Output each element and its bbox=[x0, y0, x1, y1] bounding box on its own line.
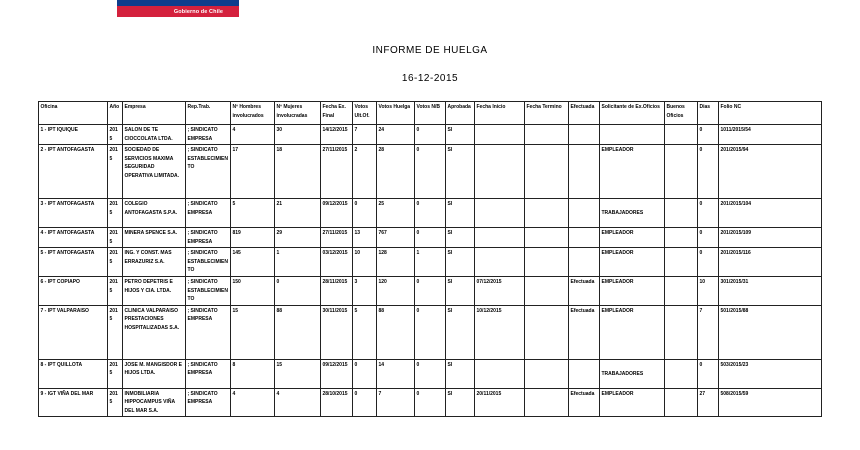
cell-votos-huelga: 88 bbox=[377, 305, 415, 359]
cell-buenos bbox=[665, 145, 698, 199]
col-header: Aprobada bbox=[446, 102, 475, 125]
cell-empresa: INMOBILIARIA HIPPOCAMPUS VIÑA DEL MAR S.A. bbox=[123, 388, 186, 417]
cell-buenos bbox=[665, 125, 698, 145]
cell-votos-ult: 2 bbox=[353, 145, 377, 199]
cell-votos-ult: 13 bbox=[353, 228, 377, 248]
table-row bbox=[39, 359, 822, 388]
cell-oficina: 5 - IPT ANTOFAGASTA bbox=[39, 248, 108, 277]
cell-fecha-termino bbox=[525, 277, 569, 306]
cell-mujeres: 0 bbox=[275, 277, 321, 306]
cell-oficina: 1 - IPT IQUIQUE bbox=[39, 125, 108, 145]
col-header: Fecha Inicio bbox=[475, 102, 525, 125]
cell-fecha-termino bbox=[525, 199, 569, 228]
cell-solicitante: EMPLEADOR bbox=[600, 248, 665, 277]
cell-votos-ult: 10 bbox=[353, 248, 377, 277]
cell-empresa: ING. Y CONST. MAS ERRAZURIZ S.A. bbox=[123, 248, 186, 277]
cell-fecha-ex: 27/11/2015 bbox=[321, 228, 353, 248]
cell-empresa: PETRO DEPETRIS E HIJOS Y CIA. LTDA. bbox=[123, 277, 186, 306]
cell-fecha-termino bbox=[525, 145, 569, 199]
cell-anio: 2015 bbox=[108, 388, 123, 417]
cell-oficina: 9 - IGT VIÑA DEL MAR bbox=[39, 388, 108, 417]
cell-mujeres: 30 bbox=[275, 125, 321, 145]
cell-efectuada bbox=[569, 359, 600, 388]
cell-hombres: 5 bbox=[231, 199, 275, 228]
cell-aprobada: SI bbox=[446, 125, 475, 145]
col-header: Empresa bbox=[123, 102, 186, 125]
cell-fecha-inicio bbox=[475, 145, 525, 199]
cell-fecha-ex: 28/10/2015 bbox=[321, 388, 353, 417]
cell-votos-ult: 0 bbox=[353, 388, 377, 417]
cell-oficina: 3 - IPT ANTOFAGASTA bbox=[39, 199, 108, 228]
col-header: Votos Huelga bbox=[377, 102, 415, 125]
cell-aprobada: SI bbox=[446, 359, 475, 388]
cell-fecha-inicio bbox=[475, 199, 525, 228]
table-row bbox=[39, 248, 822, 277]
col-header: Rep.Trab. bbox=[186, 102, 231, 125]
cell-dias: 0 bbox=[698, 228, 719, 248]
cell-rep: ; SINDICATO EMPRESA bbox=[186, 305, 231, 359]
cell-anio: 2015 bbox=[108, 199, 123, 228]
table-row bbox=[39, 305, 822, 359]
cell-folio: 201/2015/94 bbox=[719, 145, 822, 199]
logo-text: Gobierno de Chile bbox=[173, 8, 223, 15]
cell-rep: ; SINDICATO EMPRESA bbox=[186, 228, 231, 248]
cell-votos-huelga: 7 bbox=[377, 388, 415, 417]
cell-votos-ult: 0 bbox=[353, 199, 377, 228]
cell-hombres: 8 bbox=[231, 359, 275, 388]
cell-rep: ; SINDICATO ESTABLECIMIENTO bbox=[186, 277, 231, 306]
cell-rep: ; SINDICATO EMPRESA bbox=[186, 359, 231, 388]
cell-aprobada: SI bbox=[446, 145, 475, 199]
cell-fecha-inicio bbox=[475, 125, 525, 145]
cell-dias: 27 bbox=[698, 388, 719, 417]
cell-solicitante bbox=[600, 125, 665, 145]
cell-hombres: 4 bbox=[231, 388, 275, 417]
cell-fecha-ex: 27/11/2015 bbox=[321, 145, 353, 199]
col-header: Folio NC bbox=[719, 102, 822, 125]
cell-votos-huelga: 24 bbox=[377, 125, 415, 145]
cell-rep: ; SINDICATO EMPRESA bbox=[186, 199, 231, 228]
cell-fecha-termino bbox=[525, 305, 569, 359]
cell-dias: 0 bbox=[698, 359, 719, 388]
cell-votos-huelga: 25 bbox=[377, 199, 415, 228]
table-header-row bbox=[39, 102, 822, 125]
cell-aprobada: SI bbox=[446, 248, 475, 277]
cell-empresa: CLINICA VALPARAISO PRESTACIONES HOSPITALIZADAS S.A. bbox=[123, 305, 186, 359]
cell-folio: 1011/2015/54 bbox=[719, 125, 822, 145]
cell-hombres: 145 bbox=[231, 248, 275, 277]
cell-votos-nb: 0 bbox=[415, 228, 446, 248]
cell-fecha-inicio: 10/12/2015 bbox=[475, 305, 525, 359]
col-header: Buenos Oficios bbox=[665, 102, 698, 125]
cell-fecha-inicio bbox=[475, 248, 525, 277]
cell-buenos bbox=[665, 305, 698, 359]
table-row bbox=[39, 388, 822, 417]
cell-folio: 201/2015/104 bbox=[719, 199, 822, 228]
cell-mujeres: 29 bbox=[275, 228, 321, 248]
cell-votos-huelga: 128 bbox=[377, 248, 415, 277]
cell-hombres: 819 bbox=[231, 228, 275, 248]
cell-buenos bbox=[665, 388, 698, 417]
cell-fecha-termino bbox=[525, 388, 569, 417]
col-header: Votos N/B bbox=[415, 102, 446, 125]
col-header: Oficina bbox=[39, 102, 108, 125]
cell-rep: ; SINDICATO EMPRESA bbox=[186, 388, 231, 417]
cell-solicitante bbox=[600, 359, 665, 388]
cell-buenos bbox=[665, 277, 698, 306]
cell-oficina: 7 - IPT VALPARAISO bbox=[39, 305, 108, 359]
cell-fecha-inicio: 07/12/2015 bbox=[475, 277, 525, 306]
table-row bbox=[39, 145, 822, 199]
col-header: Efectuada bbox=[569, 102, 600, 125]
cell-efectuada bbox=[569, 125, 600, 145]
cell-empresa: SOCIEDAD DE SERVICIOS MAXIMA SEGURIDAD OPERATIVA LIMITADA. bbox=[123, 145, 186, 199]
cell-anio: 2015 bbox=[108, 359, 123, 388]
cell-anio: 2015 bbox=[108, 228, 123, 248]
cell-votos-huelga: 120 bbox=[377, 277, 415, 306]
table-row bbox=[39, 277, 822, 306]
cell-solicitante: EMPLEADOR bbox=[600, 388, 665, 417]
cell-solicitante bbox=[600, 199, 665, 228]
strike-report-table bbox=[38, 101, 822, 417]
cell-oficina: 8 - IPT QUILLOTA bbox=[39, 359, 108, 388]
cell-empresa: MINERA SPENCE S.A. bbox=[123, 228, 186, 248]
cell-buenos bbox=[665, 228, 698, 248]
cell-votos-ult: 7 bbox=[353, 125, 377, 145]
cell-solicitante: EMPLEADOR bbox=[600, 277, 665, 306]
cell-votos-nb: 0 bbox=[415, 388, 446, 417]
cell-dias: 0 bbox=[698, 145, 719, 199]
solicitante-text: TRABAJADORES bbox=[601, 210, 644, 216]
cell-fecha-ex: 03/12/2015 bbox=[321, 248, 353, 277]
cell-hombres: 17 bbox=[231, 145, 275, 199]
cell-aprobada: SI bbox=[446, 305, 475, 359]
cell-efectuada bbox=[569, 228, 600, 248]
cell-folio: 508/2015/59 bbox=[719, 388, 822, 417]
col-header: Solicitante de Ex.Oficios bbox=[600, 102, 665, 125]
cell-votos-nb: 0 bbox=[415, 359, 446, 388]
cell-fecha-termino bbox=[525, 248, 569, 277]
cell-aprobada: SI bbox=[446, 277, 475, 306]
cell-solicitante: EMPLEADOR bbox=[600, 145, 665, 199]
cell-efectuada bbox=[569, 248, 600, 277]
cell-hombres: 15 bbox=[231, 305, 275, 359]
cell-dias: 0 bbox=[698, 199, 719, 228]
cell-fecha-inicio bbox=[475, 359, 525, 388]
cell-folio: 503/2015/23 bbox=[719, 359, 822, 388]
cell-solicitante: EMPLEADOR bbox=[600, 228, 665, 248]
report-title: INFORME DE HUELGA bbox=[372, 45, 488, 56]
col-header: Fecha Termino bbox=[525, 102, 569, 125]
cell-fecha-ex: 09/12/2015 bbox=[321, 359, 353, 388]
cell-fecha-termino bbox=[525, 125, 569, 145]
cell-fecha-termino bbox=[525, 359, 569, 388]
cell-hombres: 4 bbox=[231, 125, 275, 145]
cell-dias: 10 bbox=[698, 277, 719, 306]
cell-rep: ; SINDICATO ESTABLECIMIENTO bbox=[186, 145, 231, 199]
cell-votos-nb: 0 bbox=[415, 305, 446, 359]
cell-efectuada bbox=[569, 145, 600, 199]
cell-folio: 201/2015/116 bbox=[719, 248, 822, 277]
logo-red-band bbox=[117, 6, 239, 17]
cell-rep: ; SINDICATO EMPRESA bbox=[186, 125, 231, 145]
cell-votos-huelga: 767 bbox=[377, 228, 415, 248]
cell-votos-ult: 5 bbox=[353, 305, 377, 359]
cell-mujeres: 15 bbox=[275, 359, 321, 388]
col-header: Nº Mujeres involucradas bbox=[275, 102, 321, 125]
cell-anio: 2015 bbox=[108, 125, 123, 145]
cell-efectuada: Efectuada bbox=[569, 305, 600, 359]
cell-aprobada: SI bbox=[446, 199, 475, 228]
cell-dias: 0 bbox=[698, 125, 719, 145]
cell-mujeres: 21 bbox=[275, 199, 321, 228]
cell-efectuada bbox=[569, 199, 600, 228]
gobierno-logo bbox=[117, 0, 239, 17]
cell-anio: 2015 bbox=[108, 305, 123, 359]
cell-empresa: COLEGIO ANTOFAGASTA S.P.A. bbox=[123, 199, 186, 228]
cell-folio: 301/2015/31 bbox=[719, 277, 822, 306]
col-header: Dias bbox=[698, 102, 719, 125]
cell-oficina: 4 - IPT ANTOFAGASTA bbox=[39, 228, 108, 248]
cell-fecha-ex: 14/12/2015 bbox=[321, 125, 353, 145]
table-row bbox=[39, 125, 822, 145]
cell-fecha-ex: 30/11/2015 bbox=[321, 305, 353, 359]
cell-buenos bbox=[665, 199, 698, 228]
cell-empresa: SALON DE TE CIOCCOLATA LTDA. bbox=[123, 125, 186, 145]
cell-votos-nb: 0 bbox=[415, 199, 446, 228]
table-row bbox=[39, 199, 822, 228]
cell-votos-huelga: 28 bbox=[377, 145, 415, 199]
cell-aprobada: SI bbox=[446, 388, 475, 417]
cell-votos-nb: 0 bbox=[415, 277, 446, 306]
cell-rep: ; SINDICATO ESTABLECIMIENTO bbox=[186, 248, 231, 277]
cell-mujeres: 4 bbox=[275, 388, 321, 417]
cell-buenos bbox=[665, 359, 698, 388]
cell-anio: 2015 bbox=[108, 248, 123, 277]
cell-empresa: JOSE M. MANGISDOR E HIJOS LTDA. bbox=[123, 359, 186, 388]
table-row bbox=[39, 228, 822, 248]
cell-fecha-ex: 28/11/2015 bbox=[321, 277, 353, 306]
cell-anio: 2015 bbox=[108, 277, 123, 306]
solicitante-text: TRABAJADORES bbox=[601, 370, 644, 377]
cell-mujeres: 1 bbox=[275, 248, 321, 277]
cell-oficina: 6 - IPT COPIAPO bbox=[39, 277, 108, 306]
cell-votos-ult: 0 bbox=[353, 359, 377, 388]
col-header: Fecha Ex. Final bbox=[321, 102, 353, 125]
cell-fecha-inicio bbox=[475, 228, 525, 248]
col-header: Votos Ult.Of. bbox=[353, 102, 377, 125]
cell-oficina: 2 - IPT ANTOFAGASTA bbox=[39, 145, 108, 199]
cell-fecha-inicio: 20/11/2015 bbox=[475, 388, 525, 417]
cell-dias: 0 bbox=[698, 248, 719, 277]
cell-dias: 7 bbox=[698, 305, 719, 359]
col-header: Nº Hombres involucrados bbox=[231, 102, 275, 125]
cell-anio: 2015 bbox=[108, 145, 123, 199]
cell-efectuada: Efectuada bbox=[569, 388, 600, 417]
cell-buenos bbox=[665, 248, 698, 277]
report-date: 16-12-2015 bbox=[401, 73, 459, 84]
cell-fecha-ex: 09/12/2015 bbox=[321, 199, 353, 228]
cell-aprobada: SI bbox=[446, 228, 475, 248]
cell-folio: 501/2015/88 bbox=[719, 305, 822, 359]
cell-votos-huelga: 14 bbox=[377, 359, 415, 388]
cell-votos-nb: 0 bbox=[415, 125, 446, 145]
cell-mujeres: 18 bbox=[275, 145, 321, 199]
cell-votos-nb: 1 bbox=[415, 248, 446, 277]
cell-fecha-termino bbox=[525, 228, 569, 248]
cell-folio: 201/2015/109 bbox=[719, 228, 822, 248]
cell-votos-ult: 3 bbox=[353, 277, 377, 306]
cell-solicitante: EMPLEADOR bbox=[600, 305, 665, 359]
cell-hombres: 150 bbox=[231, 277, 275, 306]
col-header: Año bbox=[108, 102, 123, 125]
cell-votos-nb: 0 bbox=[415, 145, 446, 199]
cell-efectuada: Efectuada bbox=[569, 277, 600, 306]
cell-mujeres: 88 bbox=[275, 305, 321, 359]
